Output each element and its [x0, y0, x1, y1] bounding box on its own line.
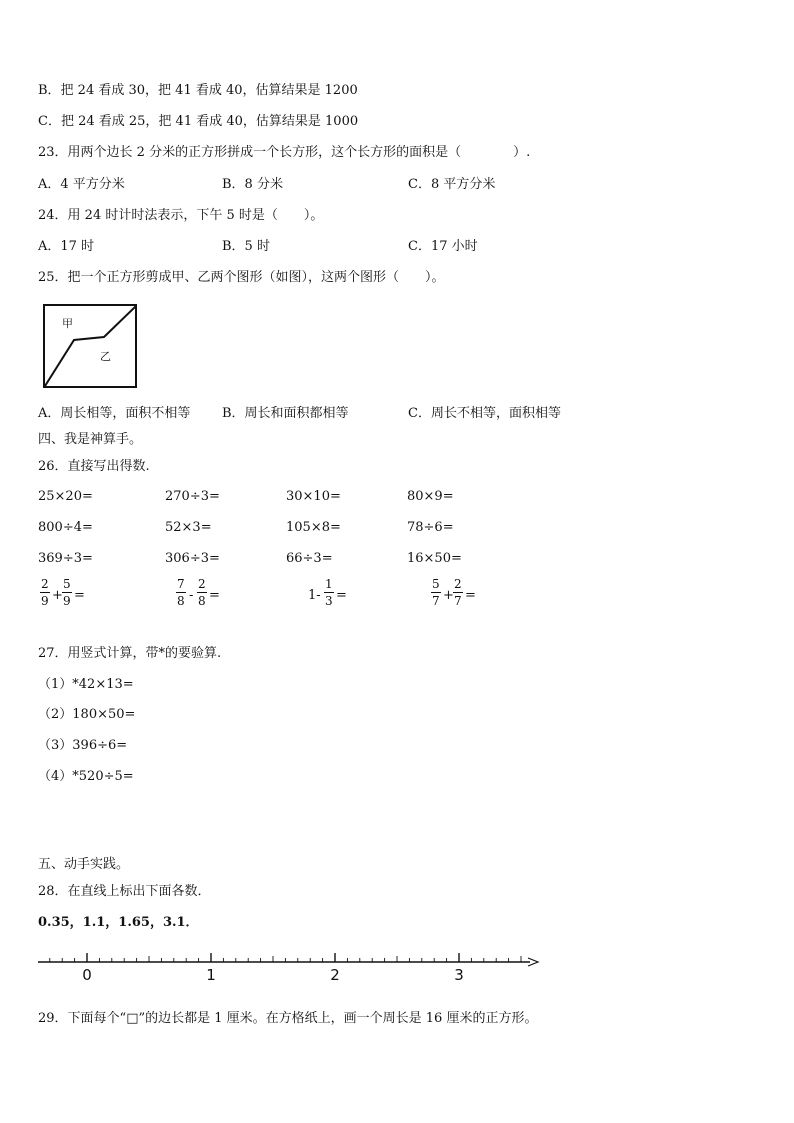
q26-expr: 369÷3= [38, 551, 93, 566]
section5-heading: 五、动手实践。 [38, 857, 130, 872]
fraction: 1 3 [325, 577, 333, 608]
q23-stem: 23．用两个边长 2 分米的正方形拼成一个长方形，这个长方形的面积是（ ）. [38, 145, 531, 160]
q26-expr: 30×10= [286, 489, 341, 504]
q26-expr: 105×8= [286, 520, 341, 535]
q25-option-c: C．周长不相等，面积相等 [408, 406, 561, 421]
fraction: 2 8 [198, 577, 206, 608]
number-line [30, 940, 550, 990]
label-jia: 甲 [62, 317, 73, 330]
q23-option-a: A．4 平方分米 [38, 177, 125, 192]
section4-heading: 四、我是神算手。 [38, 432, 143, 447]
q27-item: （4）*520÷5= [38, 769, 134, 784]
fraction: 5 9 [63, 577, 71, 608]
q24-option-c: C．17 小时 [408, 239, 478, 254]
fraction-lead: 1- [308, 588, 321, 603]
axis-label: 0 [82, 966, 92, 984]
q27-item: （2）180×50= [38, 707, 136, 722]
q27-stem: 27．用竖式计算，带*的要验算. [38, 646, 222, 661]
equals-sign: = [74, 588, 85, 603]
q26-expr: 16×50= [407, 551, 462, 566]
equals-sign: = [209, 588, 220, 603]
q24-option-b: B．5 时 [222, 239, 270, 254]
q25-option-a: A．周长相等，面积不相等 [38, 406, 191, 421]
q26-expr: 80×9= [407, 489, 454, 504]
equals-sign: = [465, 588, 476, 603]
q28-numbers: 0.35，1.1，1.65，3.1． [38, 915, 199, 930]
axis-label: 3 [454, 966, 464, 984]
q22-option-b: B．把 24 看成 30，把 41 看成 40，估算结果是 1200 [38, 83, 358, 98]
fraction: 2 7 [454, 577, 462, 608]
q26-stem: 26．直接写出得数. [38, 459, 150, 474]
fraction: 2 9 [41, 577, 49, 608]
equals-sign: = [336, 588, 347, 603]
q24-option-a: A．17 时 [38, 239, 95, 254]
fraction: 5 7 [432, 577, 440, 608]
q24-stem: 24．用 24 时计时法表示，下午 5 时是（ ）。 [38, 208, 324, 223]
q26-expr: 306÷3= [165, 551, 220, 566]
q26-expr: 66÷3= [286, 551, 333, 566]
q22-option-c: C．把 24 看成 25，把 41 看成 40，估算结果是 1000 [38, 114, 359, 129]
q26-expr: 25×20= [38, 489, 93, 504]
axis-label: 2 [330, 966, 340, 984]
q25-stem: 25．把一个正方形剪成甲、乙两个图形（如图），这两个图形（ ）。 [38, 270, 445, 285]
q26-expr: 270÷3= [165, 489, 220, 504]
axis-label: 1 [206, 966, 216, 984]
q25-cut-square-figure [42, 303, 140, 391]
label-yi: 乙 [100, 350, 111, 363]
square-outline [44, 305, 136, 387]
q29-stem: 29．下面每个“□”的边长都是 1 厘米。在方格纸上，画一个周长是 16 厘米的正方形。 [38, 1011, 538, 1026]
fraction-operator: + [52, 588, 63, 603]
q27-item: （3）396÷6= [38, 738, 128, 753]
fraction-operator: + [443, 588, 454, 603]
fraction: 7 8 [177, 577, 185, 608]
q26-expr: 52×3= [165, 520, 212, 535]
cut-line [45, 306, 136, 386]
q27-item: （1）*42×13= [38, 677, 134, 692]
q23-option-c: C．8 平方分米 [408, 177, 496, 192]
q28-stem: 28．在直线上标出下面各数． [38, 884, 211, 899]
q23-option-b: B．8 分米 [222, 177, 283, 192]
q25-option-b: B．周长和面积都相等 [222, 406, 349, 421]
q26-expr: 800÷4= [38, 520, 93, 535]
q26-expr: 78÷6= [407, 520, 454, 535]
fraction-operator: - [189, 588, 194, 603]
